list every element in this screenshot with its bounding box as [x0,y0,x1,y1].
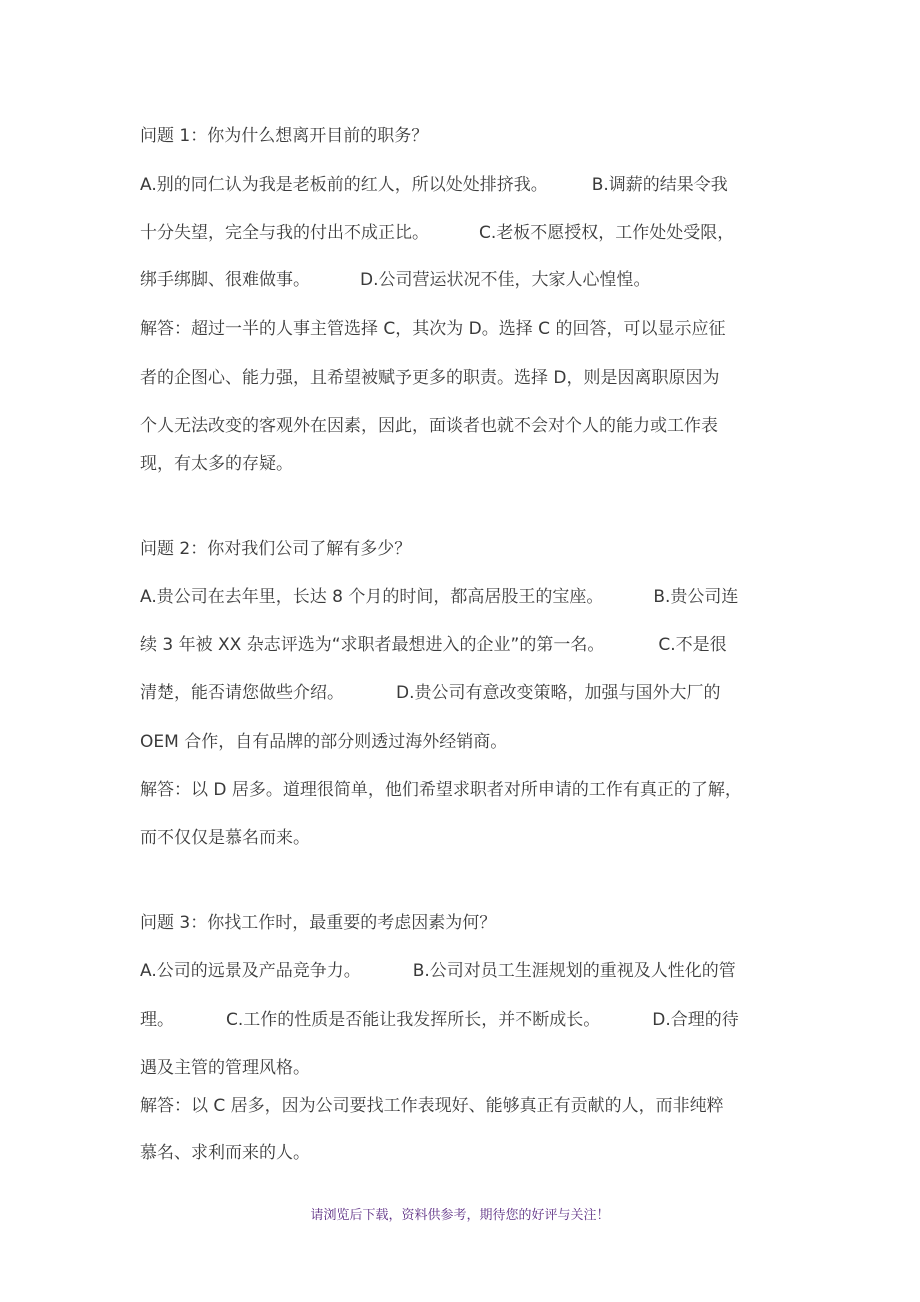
option-text: C.工作的性质是否能让我发挥所长，并不断成长。 [226,1010,601,1030]
option-text: OEM 合作，自有品牌的部分则透过海外经销商。 [140,732,508,752]
option-text: C.老板不愿授权，工作处处受限， [479,223,735,243]
answer-line: 解答：超过一半的人事主管选择 C，其次为 D。选择 C 的回答，可以显示应征 [140,319,726,339]
answer-line: 解答：以 D 居多。道理很简单，他们希望求职者对所申请的工作有真正的了解， [140,780,742,800]
option-text: 遇及主管的管理风格。 [140,1058,310,1078]
option-text: D.公司营运状况不佳，大家人心惶惶。 [360,270,651,290]
answer-line: 个人无法改变的客观外在因素，因此，面谈者也就不会对个人的能力或工作表 [140,416,718,436]
option-line [140,1008,739,1032]
option-text: D.贵公司有意改变策略，加强与国外大厂的 [396,683,721,703]
option-text: A.别的同仁认为我是老板前的红人，所以处处排挤我。 [140,175,548,195]
option-text: B.调薪的结果令我 [591,175,728,195]
option-text: 续 3 年被 XX 杂志评选为“求职者最想进入的企业”的第一名。 [140,635,605,655]
option-text: 理。 [140,1010,174,1030]
answer-line: 现，有太多的存疑。 [140,454,293,474]
option-line [140,268,651,292]
option-text: A.公司的远景及产品竞争力。 [140,961,361,981]
option-text: 十分失望，完全与我的付出不成正比。 [140,223,429,243]
question-title: 问题 3：你找工作时，最重要的考虑因素为何？ [140,913,497,933]
footer-note: 请浏览后下载，资料供参考，期待您的好评与关注！ [310,1208,610,1223]
option-line [140,173,728,197]
option-line [140,730,507,754]
option-line [140,959,736,983]
question-title: 问题 1：你为什么想离开目前的职务？ [140,126,429,146]
answer-line: 解答：以 C 居多，因为公司要找工作表现好、能够真正有贡献的人，而非纯粹 [140,1096,724,1116]
option-text: B.公司对员工生涯规划的重视及人性化的管 [412,961,736,981]
option-text: 清楚，能否请您做些介绍。 [140,683,344,703]
option-text: 绑手绑脚、很难做事。 [140,270,310,290]
option-text: B.贵公司连 [653,587,739,607]
answer-line: 者的企图心、能力强，且希望被赋予更多的职责。选择 D，则是因离职原因为 [140,368,720,388]
option-text: D.合理的待 [652,1010,739,1030]
option-line [140,1056,310,1080]
option-line [140,633,727,657]
option-line [140,585,738,609]
answer-line: 慕名、求利而来的人。 [140,1143,310,1163]
answer-line: 而不仅仅是慕名而来。 [140,828,310,848]
question-title: 问题 2：你对我们公司了解有多少？ [140,539,412,559]
option-line [140,681,721,705]
option-line [140,221,734,245]
option-text: A.贵公司在去年里，长达 8 个月的时间，都高居股王的宝座。 [140,587,604,607]
option-text: C.不是很 [658,635,727,655]
